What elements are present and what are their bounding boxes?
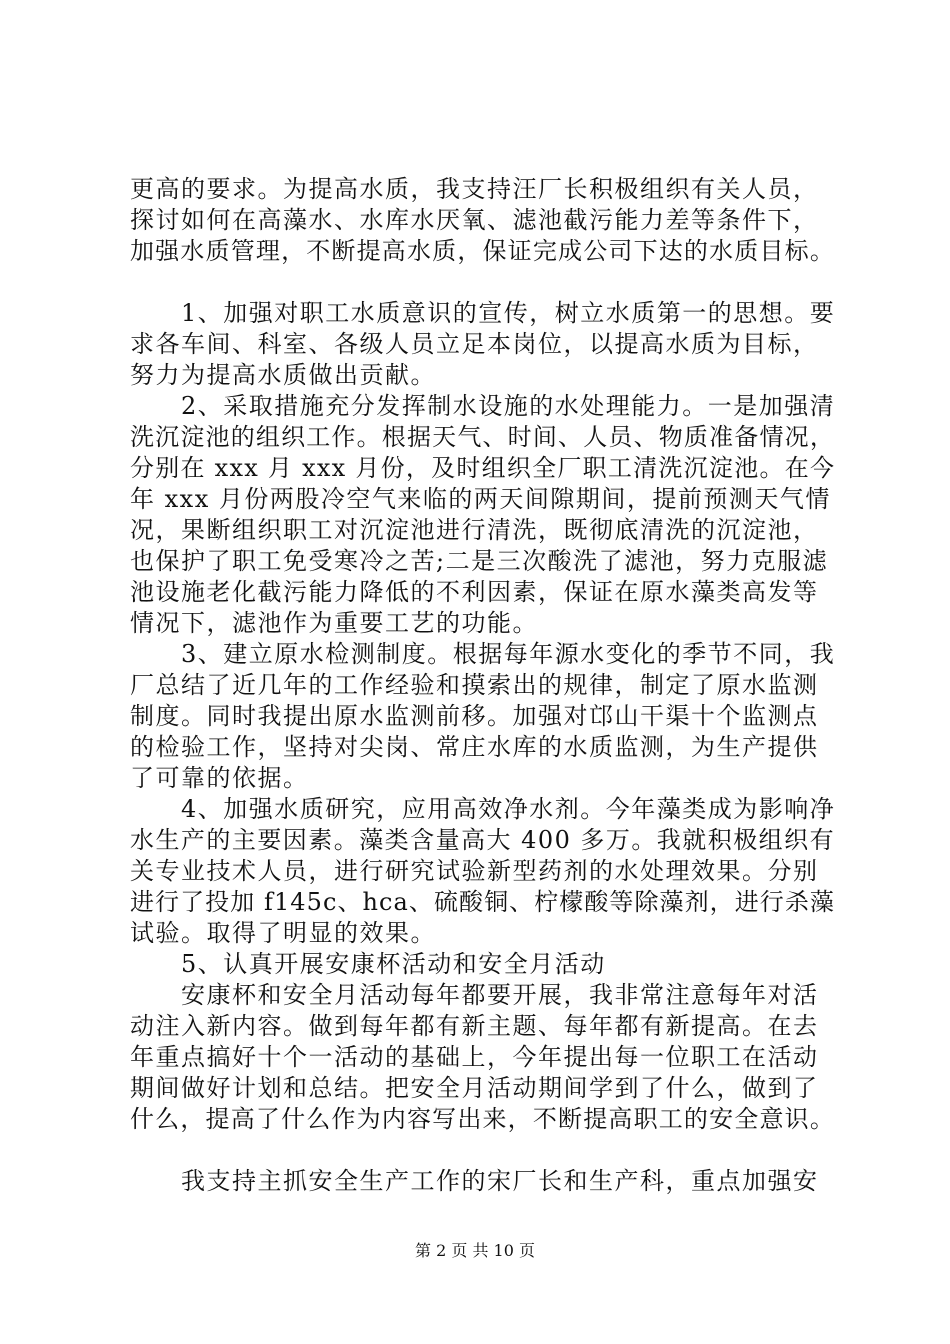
text-line: 池设施老化截污能力降低的不利因素，保证在原水藻类高发等 [130, 578, 819, 606]
document-body [130, 174, 835, 1197]
text-line: 关专业技术人员，进行研究试验新型药剂的水处理效果。分别 [130, 857, 819, 885]
text-line: 的检验工作，坚持对尖岗、常庄水库的水质监测，为生产提供 [130, 733, 819, 761]
text-line: 水生产的主要因素。藻类含量高大 400 多万。我就积极组织有 [130, 826, 836, 854]
text-line: 洗沉淀池的组织工作。根据天气、时间、人员、物质准备情况， [130, 423, 835, 451]
text-line: 制度。同时我提出原水监测前移。加强对邙山干渠十个监测点 [130, 702, 819, 730]
text-line: 也保护了职工免受寒冷之苦;二是三次酸洗了滤池，努力克服滤 [130, 547, 829, 575]
text-line: 分别在 xxx 月 xxx 月份，及时组织全厂职工清洗沉淀池。在今 [130, 454, 836, 482]
text-line: 了可靠的依据。 [130, 764, 309, 792]
text-line: 期间做好计划和总结。把安全月活动期间学到了什么，做到了 [130, 1074, 819, 1102]
text-line: 动注入新内容。做到每年都有新主题、每年都有新提高。在去 [130, 1012, 819, 1040]
text-line: 3、建立原水检测制度。根据每年源水变化的季节不同，我 [130, 640, 836, 668]
text-line: 4、加强水质研究，应用高效净水剂。今年藻类成为影响净 [130, 795, 836, 823]
text-line: 进行了投加 f145c、hca、硫酸铜、柠檬酸等除藻剂，进行杀藻 [130, 888, 835, 916]
text-line: 年 xxx 月份两股冷空气来临的两天间隙期间，提前预测天气情 [130, 485, 831, 513]
page-footer: 第 2 页 共 10 页 [415, 1241, 535, 1260]
text-line: 情况下，滤池作为重要工艺的功能。 [130, 609, 538, 637]
paragraph-gap [130, 267, 835, 298]
text-line: 更高的要求。为提高水质，我支持汪厂长积极组织有关人员， [130, 175, 819, 203]
text-line: 探讨如何在高藻水、水库水厌氧、滤池截污能力差等条件下， [130, 206, 819, 234]
text-line: 厂总结了近几年的工作经验和摸索出的规律，制定了原水监测 [130, 671, 819, 699]
text-line: 什么，提高了什么作为内容写出来，不断提高职工的安全意识。 [130, 1105, 835, 1133]
paragraph-gap [130, 1135, 835, 1166]
text-line: 年重点搞好十个一活动的基础上，今年提出每一位职工在活动 [130, 1043, 819, 1071]
text-line: 5、认真开展安康杯活动和安全月活动 [130, 950, 606, 978]
text-line: 试验。取得了明显的效果。 [130, 919, 436, 947]
text-line: 2、采取措施充分发挥制水设施的水处理能力。一是加强清 [130, 392, 836, 420]
text-line: 求各车间、科室、各级人员立足本岗位，以提高水质为目标， [130, 330, 819, 358]
text-line: 1、加强对职工水质意识的宣传，树立水质第一的思想。要 [130, 299, 836, 327]
text-line: 安康杯和安全月活动每年都要开展，我非常注意每年对活 [130, 981, 819, 1009]
text-line: 况，果断组织职工对沉淀池进行清洗，既彻底清洗的沉淀池， [130, 516, 819, 544]
text-line: 我支持主抓安全生产工作的宋厂长和生产科，重点加强安 [130, 1167, 819, 1195]
text-line: 加强水质管理，不断提高水质，保证完成公司下达的水质目标。 [130, 237, 835, 265]
text-line: 努力为提高水质做出贡献。 [130, 361, 436, 389]
